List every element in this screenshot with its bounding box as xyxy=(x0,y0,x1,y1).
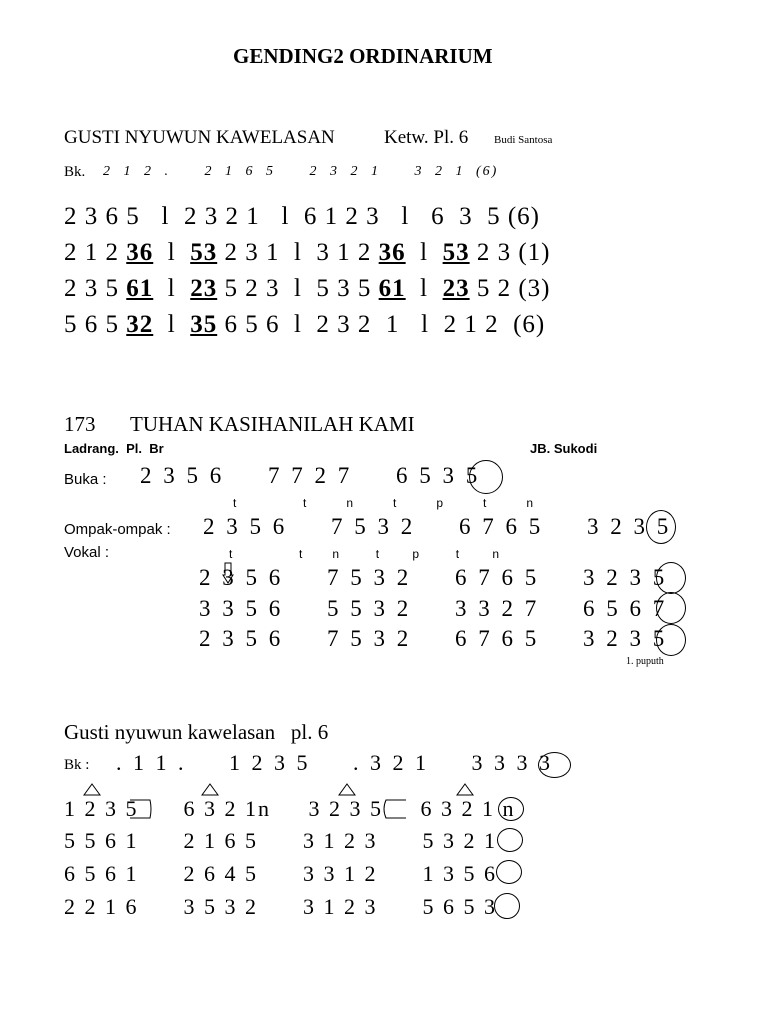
s2-heading: TUHAN KASIHANILAH KAMI xyxy=(130,412,415,436)
s1-heading: GUSTI NYUWUN KAWELASAN xyxy=(64,127,335,148)
gong-circle xyxy=(646,510,676,544)
s1-line-4: 5 6 5 32 l 35 6 5 6 l 2 3 2 1 l 2 1 2 (6) xyxy=(64,311,546,338)
s1-bk-notes: 2 1 2 . 2 1 6 5 2 3 2 1 3 2 1 (6) xyxy=(103,164,499,179)
s1-line-1: 2 3 6 5 l 2 3 2 1 l 6 1 2 3 l 6 3 5 (6) xyxy=(64,203,540,230)
vokal-row-2: 3 3 5 6 5 5 3 2 3 3 2 7 6 5 6 7 xyxy=(199,596,668,621)
gong-circle xyxy=(497,828,523,852)
s3-heading: Gusti nyuwun kawelasan pl. 6 xyxy=(64,720,329,744)
s3-row-1: 1 2 3 5 6 3 2 1n 3 2 3 5 6 3 2 1 n xyxy=(64,796,516,821)
s1-line-2: 2 1 2 36 l 53 2 3 1 l 3 1 2 36 l 53 2 3 (1) xyxy=(64,239,551,266)
s2-sub: Ladrang. Pl. Br xyxy=(64,441,164,456)
document-title: GENDING2 ORDINARIUM xyxy=(233,44,493,68)
vokal-row-1: 2 3 5 6 7 5 3 2 6 7 6 5 3 2 3 5 xyxy=(199,565,668,590)
vokal-row-3: 2 3 5 6 7 5 3 2 6 7 6 5 3 2 3 5 xyxy=(199,626,668,651)
gong-circle xyxy=(538,752,571,778)
note-puputh: 1. puputh xyxy=(626,656,664,667)
gong-circle xyxy=(656,592,686,624)
s1-line-3: 2 3 5 61 l 23 5 2 3 l 5 3 5 61 l 23 5 2 (3) xyxy=(64,275,551,302)
s3-bk-notes: . 1 1 . 1 2 3 5 . 3 2 1 3 3 3 3 xyxy=(116,750,553,775)
gong-circle xyxy=(656,624,686,656)
ompak-label: Ompak-ompak : xyxy=(64,521,171,538)
s1-bk-label: Bk. xyxy=(64,164,86,180)
gong-circle xyxy=(494,893,520,919)
gong-circle xyxy=(469,460,503,494)
s3-row-3: 6 5 6 1 2 6 4 5 3 3 1 2 1 3 5 6 xyxy=(64,861,497,886)
s1-author: Budi Santosa xyxy=(494,134,553,146)
s2-author: JB. Sukodi xyxy=(530,441,598,456)
vokal-label: Vokal : xyxy=(64,544,110,561)
s1-key: Ketw. Pl. 6 xyxy=(384,127,469,148)
marks-ompak: t t n t p t n xyxy=(233,496,534,510)
s3-row-2: 5 5 6 1 2 1 6 5 3 1 2 3 5 3 2 1 xyxy=(64,828,497,853)
s3-row-4: 2 2 1 6 3 5 3 2 3 1 2 3 5 6 5 3 xyxy=(64,894,497,919)
bracket-icon xyxy=(128,798,154,824)
buka-label: Buka : xyxy=(64,471,107,488)
s2-number: 173 xyxy=(64,412,96,436)
gong-circle xyxy=(656,562,686,594)
ompak-notes: 2 3 5 6 7 5 3 2 6 7 6 5 3 2 3 5 xyxy=(203,514,672,539)
gong-circle xyxy=(496,860,522,884)
marks-vokal: t t n t p t n xyxy=(229,547,500,561)
s3-bk-label: Bk : xyxy=(64,757,90,773)
gong-circle xyxy=(498,797,524,821)
buka-notes: 2 3 5 6 7 7 2 7 6 5 3 5 xyxy=(140,463,481,488)
bracket-icon xyxy=(380,798,408,824)
